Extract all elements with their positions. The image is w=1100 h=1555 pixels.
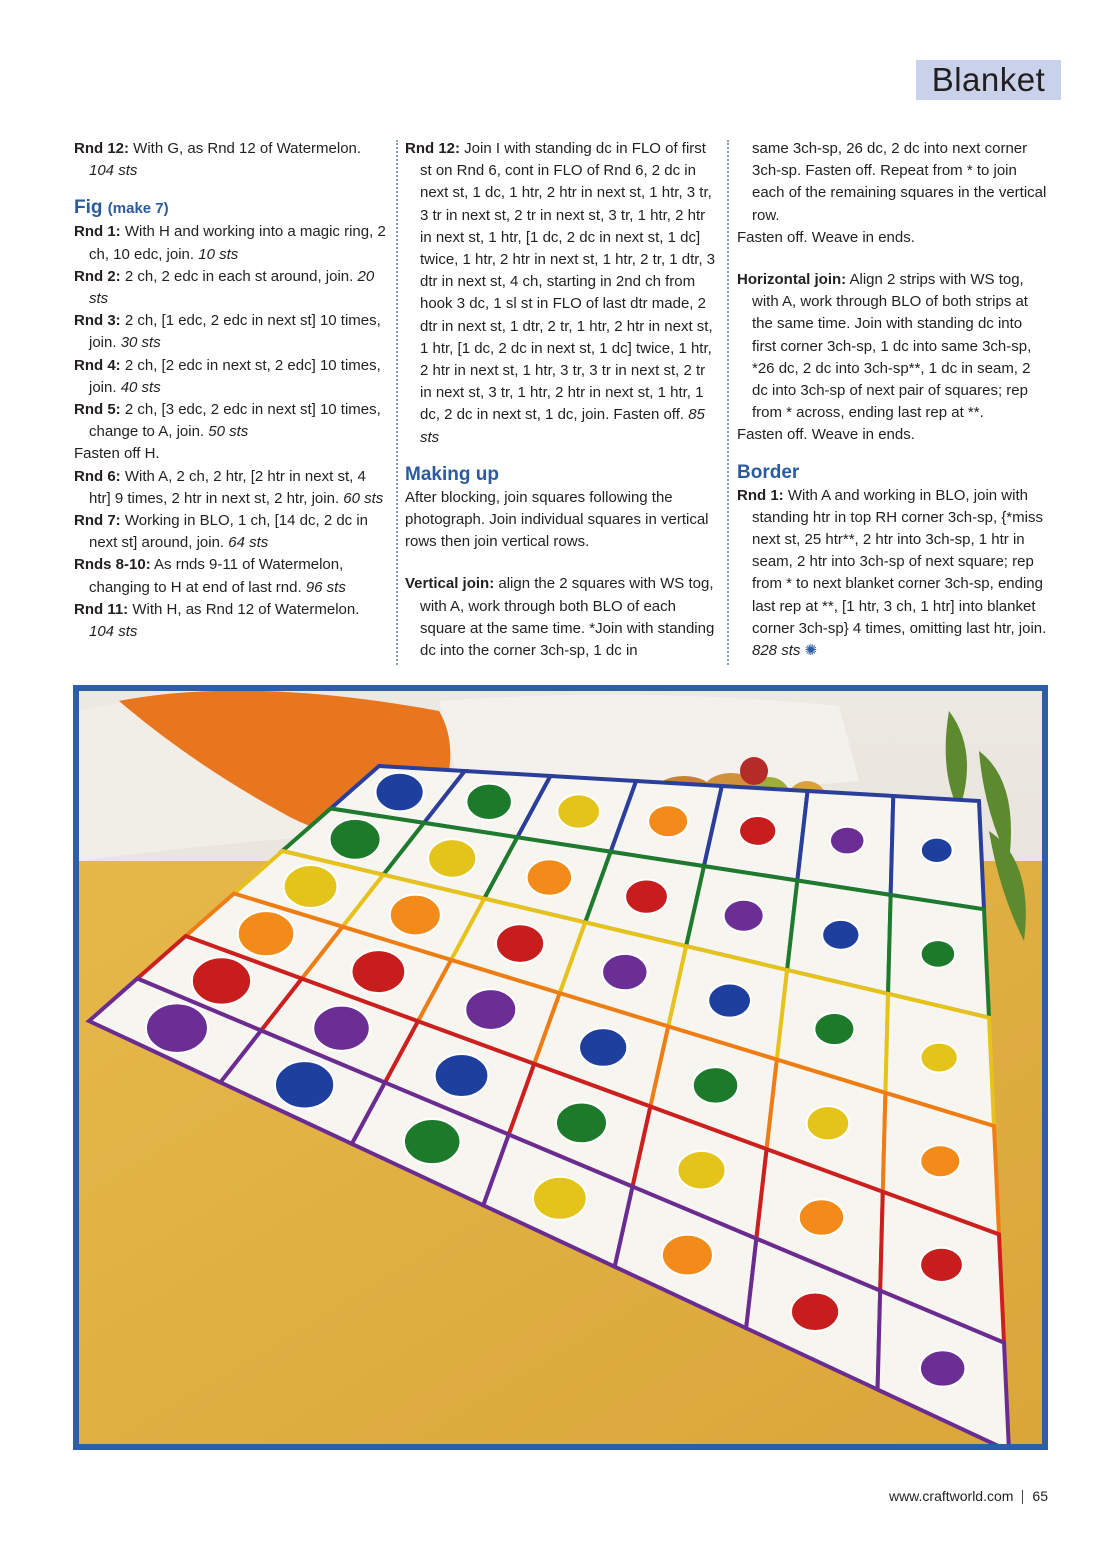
vertical-join-instruction: Vertical join: align the 2 squares with WS tog, with A, work through both BLO of each square at the same time. *Join with standing dc into the corner 3ch-sp, 1 dc in (405, 575, 715, 660)
fruit-motif (708, 983, 751, 1017)
fruit-motif (739, 816, 776, 846)
fruit-motif (375, 773, 423, 812)
fruit-motif (330, 819, 381, 860)
fruit-motif (625, 880, 668, 914)
fruit-motif (466, 784, 512, 820)
fruit-motif (435, 1054, 489, 1097)
fruit-motif (557, 794, 600, 828)
fruit-motif (677, 1151, 725, 1190)
fruit-motif (807, 1106, 850, 1140)
fig-heading: Fig (make 7) (74, 197, 169, 219)
fruit-motif (921, 940, 956, 968)
fruit-motif (693, 1067, 739, 1103)
fruit-motif (602, 954, 648, 990)
border-heading: Border (737, 461, 800, 483)
column-separator (727, 140, 729, 665)
fruit-motif (662, 1235, 713, 1276)
making-up-text: After blocking, join squares following the photograph. Join individual squares in vertical rows then join vertical rows. (405, 488, 709, 551)
fruit-motif (648, 805, 688, 837)
fruit-motif (920, 1145, 960, 1177)
fruit-motif (799, 1199, 845, 1235)
column-separator (396, 140, 398, 665)
fruit-motif (556, 1102, 607, 1143)
page-number: 65 (1032, 1488, 1048, 1504)
fruit-motif (146, 1003, 208, 1053)
fruit-motif (496, 924, 544, 963)
fruit-motif (533, 1177, 587, 1220)
fig-rnd8-10: Rnds 8-10: As rnds 9-11 of Watermelon, changing to H at end of last rnd. 96 sts (74, 556, 346, 596)
fig-rnd3: Rnd 3: 2 ch, [1 edc, 2 edc in next st] 10 times, join. 30 sts (74, 312, 381, 352)
fruit-motif (920, 1350, 966, 1386)
fruit-motif (284, 865, 338, 908)
blanket-photo (73, 685, 1048, 1450)
fruit-motif (313, 1006, 369, 1051)
fruit-motif (921, 838, 953, 863)
fruit-motif (527, 859, 573, 895)
section-tab: Blanket (916, 60, 1061, 100)
fruit-motif (579, 1028, 627, 1067)
fruit-motif (428, 839, 476, 878)
page-footer (889, 1488, 1048, 1504)
fruit-motif (465, 989, 516, 1030)
fig-rnd5: Rnd 5: 2 ch, [3 edc, 2 edc in next st] 10 times, change to A, join. 50 sts (74, 401, 381, 441)
making-up-heading: Making up (405, 463, 499, 485)
fruit-motif (814, 1013, 854, 1045)
fruit-motif (920, 1043, 957, 1073)
fasten-off-1: Fasten off. Weave in ends. (737, 228, 915, 246)
text-column-1 (74, 138, 386, 643)
fruit-motif (822, 920, 859, 950)
horizontal-join-instruction: Horizontal join: Align 2 strips with WS tog, with A, work through BLO of both strips at the same time. Join with standing dc into first corner 3ch-sp, 1 dc into same 3ch-sp, *26 dc, 2 dc into 3ch-sp**, 1 dc in seam, 2 dc into 3ch-sp of next pair of squares; rep from * across, ending last rep at **. (737, 271, 1032, 422)
fig-fasten-off: Fasten off H. (74, 445, 160, 463)
text-column-2 (405, 138, 717, 662)
fruit-motif (238, 911, 294, 956)
fig-rnd7: Rnd 7: Working in BLO, 1 ch, [14 dc, 2 dc in next st] around, join. 64 sts (74, 512, 369, 552)
fig-rnd6: Rnd 6: With A, 2 ch, 2 htr, [2 htr in next st, 4 htr] 9 times, 2 htr in next st, 2 htr, join. 60 sts (74, 467, 384, 507)
fruit-motif (352, 950, 406, 993)
fruit-motif (192, 957, 251, 1004)
end-mark-icon: ✺ (804, 642, 818, 660)
fruit-motif (920, 1248, 963, 1282)
fasten-off-2: Fasten off. Weave in ends. (737, 426, 915, 444)
fruit-motif (830, 827, 865, 855)
fig-rnd2: Rnd 2: 2 ch, 2 edc in each st around, join. 20 sts (74, 267, 375, 308)
fig-rnd12: Rnd 12: Join I with standing dc in FLO of first st on Rnd 6, cont in FLO of Rnd 6, 2 dc in next st, 1 dc, 1 htr, 2 htr in next st, 1 htr, 3 tr, 3 tr in next st, 2 tr in next st, 3 tr, 1 htr, 2 htr in next st, 1 htr, [1 dc, 2 dc in next st, 1 dc] twice, 1 htr, 2 htr in next st, 1 htr, 2 tr, 1 dtr, 3 dtr in next st, 4 ch, starting in 2nd ch from hook 3 dc, 1 sl st in FLO of last dtr made, 2 dtr in next st, 1 dtr, 2 tr, 1 htr, 2 htr in next st, 1 htr, [1 dc, 2 dc in next st, 1 dc] twice, 1 htr, 2 htr in next st, 1 htr, 3 tr, 3 tr in next st, 2 tr in next st, 3 tr, 1 htr, 2 htr in next st, 1 htr, 1 dc, 2 dc in next st, 1 dc, join. Fasten off. 85 sts (405, 140, 716, 446)
footer-url: www.craftworld.com (888, 1488, 1014, 1504)
fruit-motif (404, 1119, 460, 1164)
watermelon-rnd12-instruction: Rnd 12: With G, as Rnd 12 of Watermelon. 104 sts (74, 140, 362, 180)
fruit-motif (724, 900, 764, 932)
fruit-motif (390, 895, 441, 936)
fruit-motif (275, 1061, 334, 1108)
border-rnd1: Rnd 1: With A and working in BLO, join with standing htr in top RH corner 3ch-sp, {*miss next st, 25 htr**, 2 htr into 3ch-sp, 1 htr in seam, 2 htr into 3ch-sp of next square; rep from * to next blanket corner 3ch-sp, ending last rep at **, [1 htr, 3 ch, 1 htr] into blanket corner 3ch-sp} 4 times, omitting last htr, join. 828 sts ✺ (737, 486, 1047, 660)
fig-rnd1: Rnd 1: With H and working into a magic ring, 2 ch, 10 edc, join. 10 sts (74, 223, 386, 263)
text-column-3 (737, 138, 1049, 662)
fig-rnd4: Rnd 4: 2 ch, [2 edc in next st, 2 edc] 10 times, join. 40 sts (74, 356, 381, 396)
fruit-motif (791, 1292, 839, 1331)
vertical-join-continued: same 3ch-sp, 26 dc, 2 dc into next corner 3ch-sp. Fasten off. Repeat from * to join each of the remaining squares in the vertical row. (752, 140, 1047, 224)
blanket-photo-illustration (79, 691, 1042, 1444)
fig-rnd11: Rnd 11: With H, as Rnd 12 of Watermelon. 104 sts (74, 600, 360, 641)
